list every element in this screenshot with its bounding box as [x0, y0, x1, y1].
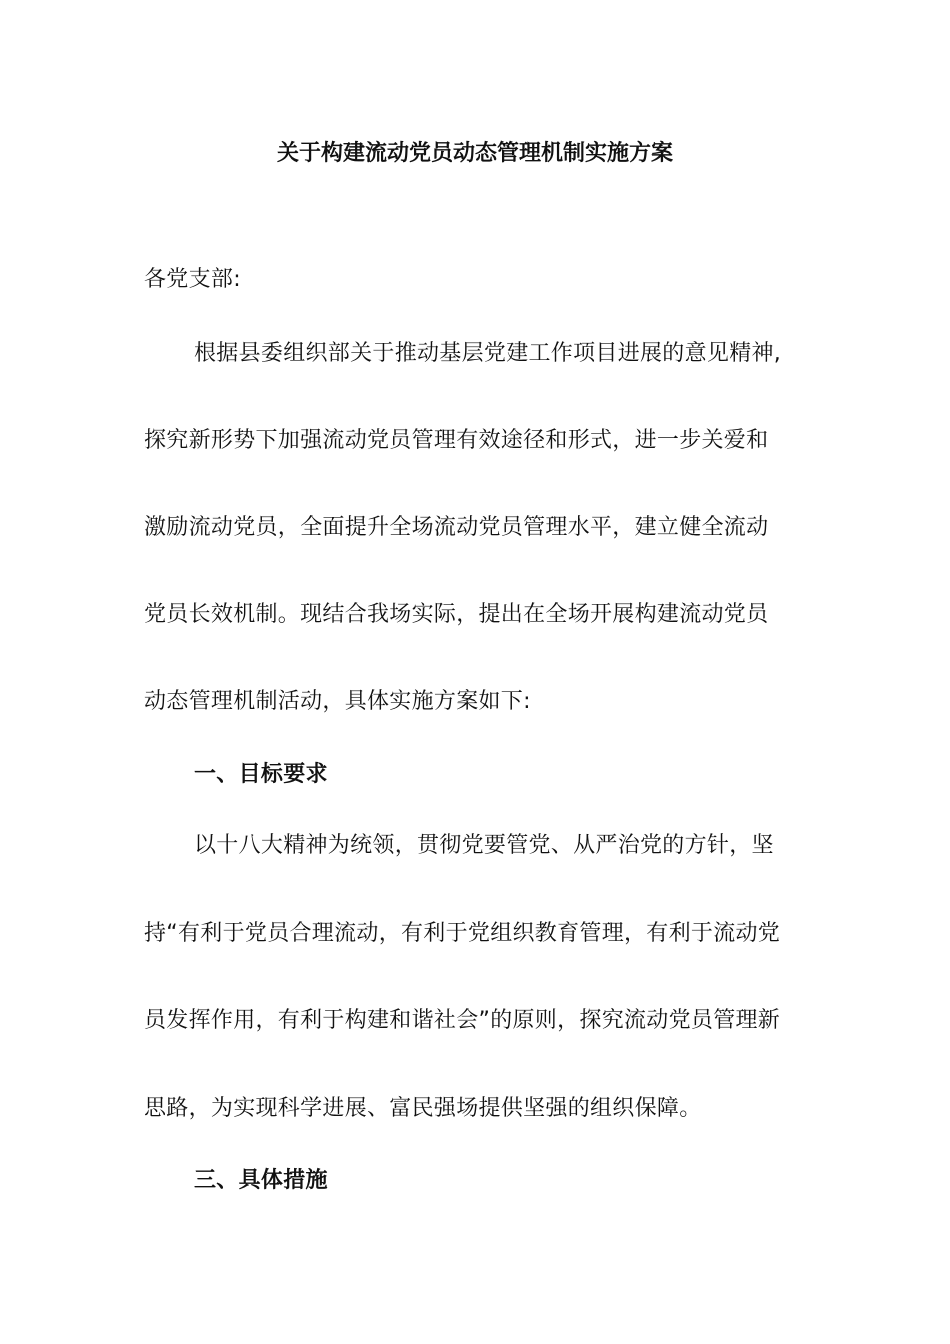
section-heading: 一、目标要求: [194, 762, 328, 787]
paragraph-line: 探究新形势下加强流动党员管理有效途径和形式，进一步关爱和: [144, 428, 769, 453]
paragraph-line: 党员长效机制。现结合我场实际，提出在全场开展构建流动党员: [144, 602, 769, 627]
paragraph-line: 根据县委组织部关于推动基层党建工作项目进展的意见精神,: [194, 341, 782, 366]
paragraph-line: 以十八大精神为统领，贯彻党要管党、从严治党的方针，坚: [194, 833, 774, 858]
paragraph-line: 员发挥作用，有利于构建和谐社会”的原则，探究流动党员管理新: [144, 1008, 781, 1033]
salutation: 各党支部:: [144, 267, 241, 292]
paragraph-line: 持“有利于党员合理流动，有利于党组织教育管理，有利于流动党: [144, 921, 781, 946]
paragraph-line: 激励流动党员，全面提升全场流动党员管理水平，建立健全流动: [144, 515, 769, 540]
section-heading: 三、具体措施: [194, 1168, 328, 1193]
paragraph-line: 动态管理机制活动，具体实施方案如下:: [144, 689, 531, 714]
document-title: 关于构建流动党员动态管理机制实施方案: [276, 141, 673, 166]
paragraph-line: 思路，为实现科学进展、富民强场提供坚强的组织保障。: [144, 1096, 702, 1121]
